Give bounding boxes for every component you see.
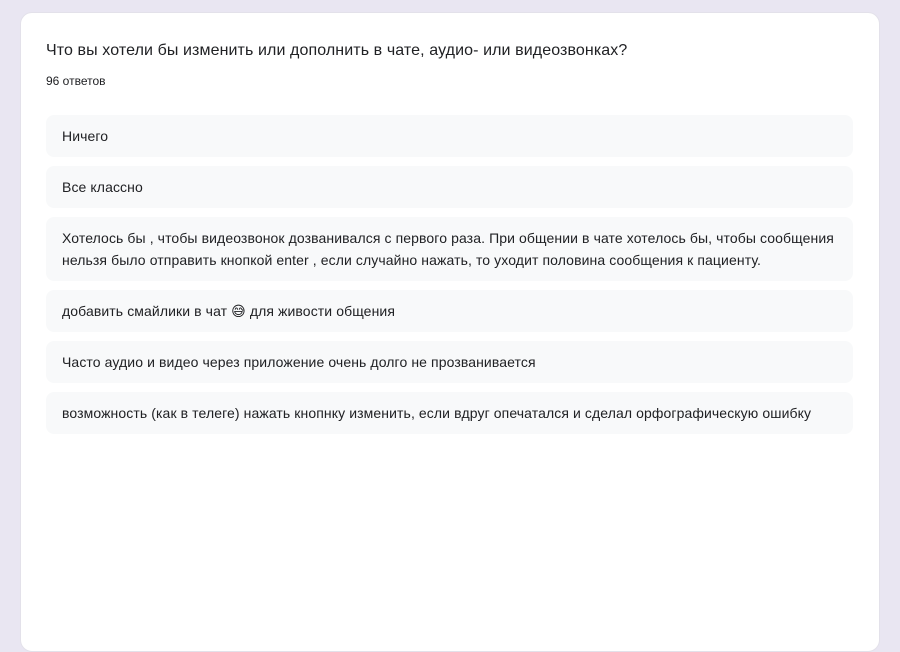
question-responses-card: [20, 12, 880, 652]
answer-row: Хотелось бы , чтобы видеозвонок дозванивался с первого раза. При общении в чате хотелось бы, чтобы сообщения нельзя было отправить кнопкой enter , если случайно нажать, то уходит половина сообщения к пациенту.: [46, 217, 853, 281]
answer-row: Часто аудио и видео через приложение очень долго не прозванивается: [46, 341, 853, 383]
answers-list: [46, 115, 853, 434]
response-count: 96 ответов: [46, 74, 106, 88]
answer-row: добавить смайлики в чат 😅 для живости общения: [46, 290, 853, 332]
answer-row: Все классно: [46, 166, 853, 208]
answer-row: возможность (как в телеге) нажать кнопнку изменить, если вдруг опечатался и сделал орфографическую ошибку: [46, 392, 853, 434]
answer-row: Ничего: [46, 115, 853, 157]
question-title: Что вы хотели бы изменить или дополнить в чате, аудио- или видеозвонках?: [46, 42, 628, 59]
